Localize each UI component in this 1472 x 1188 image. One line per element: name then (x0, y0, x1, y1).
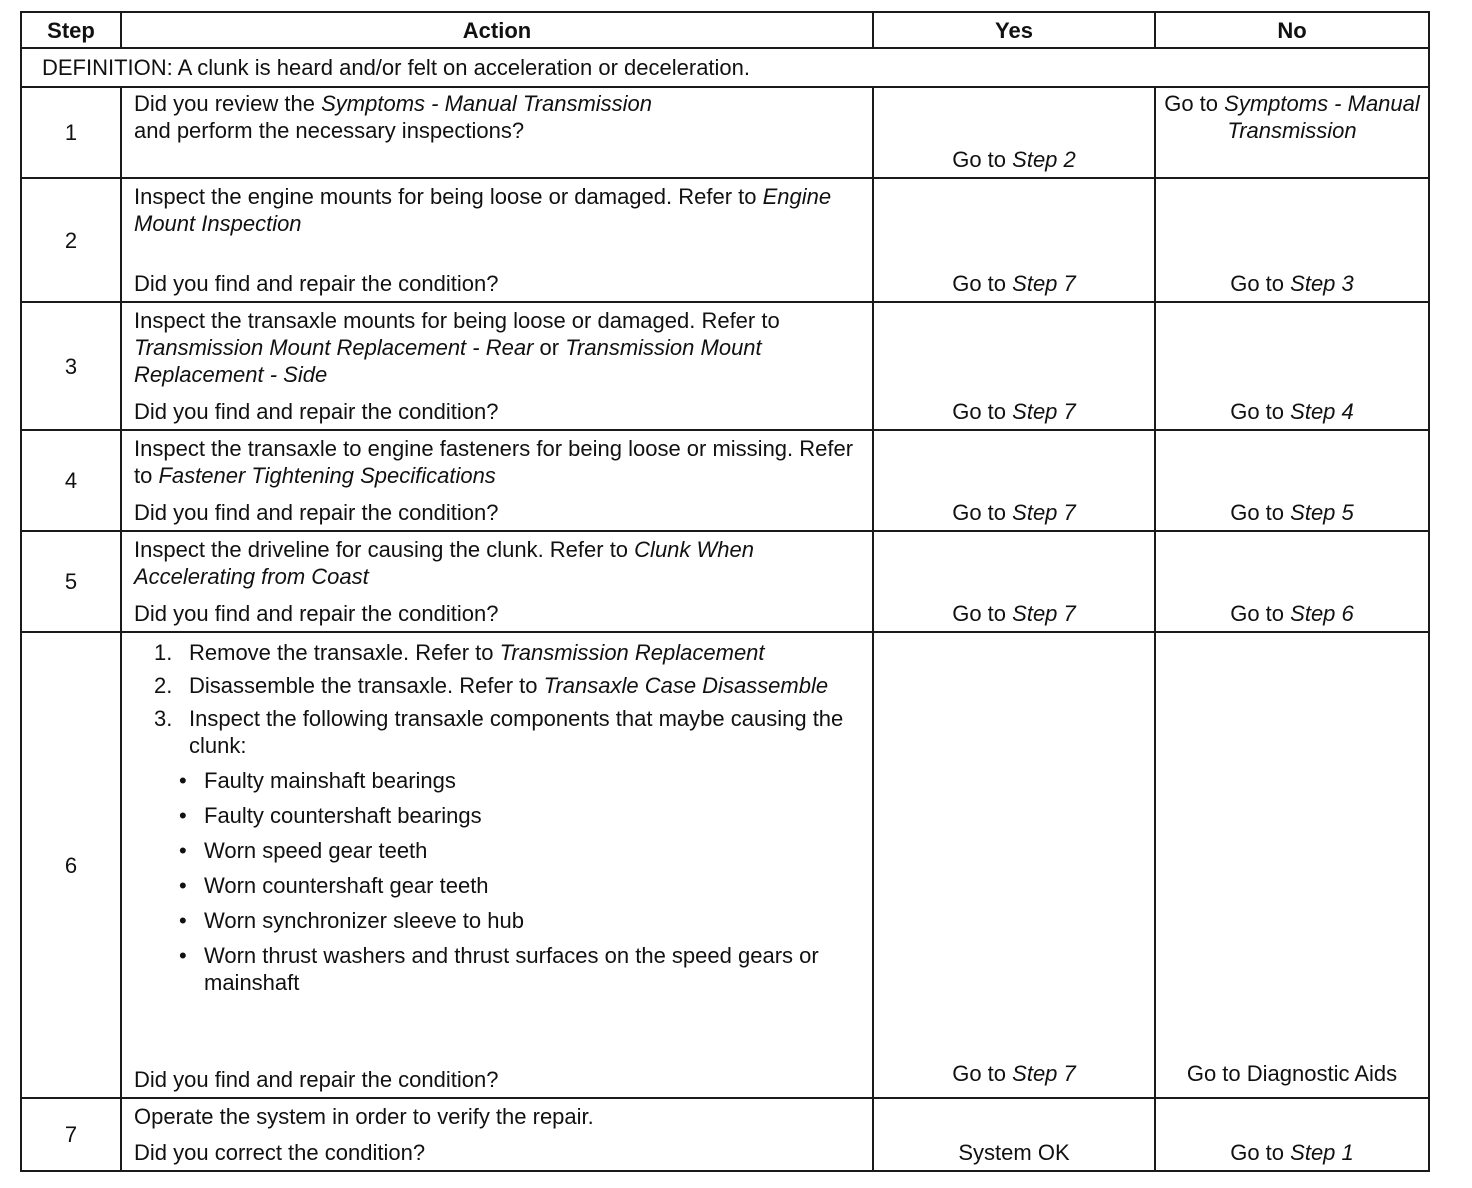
table-row (21, 87, 1429, 178)
bullet-icon: • (179, 943, 187, 968)
diagnostic-table (20, 11, 1430, 1172)
table-row (21, 178, 1429, 302)
mount-side-link[interactable]: Transmission Mount Replacement - Side (134, 335, 762, 387)
substep-item (134, 705, 860, 996)
yes-cell (873, 430, 1155, 531)
mount-rear-link[interactable]: Transmission Mount Replacement - Rear (134, 335, 534, 360)
definition-text: DEFINITION: A clunk is heard and/or felt on acceleration or deceleration. (21, 48, 1429, 87)
yes-prefix: Go to (952, 399, 1007, 424)
yes-cell (873, 178, 1155, 302)
action-text: Inspect the transaxle to engine fasteners for being loose or missing. Refer to (134, 436, 854, 488)
clunk-link[interactable]: Clunk When Accelerating from Coast (134, 537, 755, 589)
yes-step-link[interactable]: Step 2 (1012, 147, 1076, 172)
yes-step-link[interactable]: Step 7 (1012, 399, 1076, 424)
no-cell (1155, 430, 1429, 531)
header-step: Step (21, 12, 121, 48)
action-cell (121, 632, 873, 1098)
table-row (21, 531, 1429, 632)
no-step-link[interactable]: Step 6 (1290, 601, 1354, 626)
action-cell (121, 430, 873, 531)
table-row (21, 1098, 1429, 1171)
system-ok-text: System OK (958, 1140, 1070, 1165)
no-prefix: Go to (1230, 271, 1285, 296)
transaxle-case-link[interactable]: Transaxle Case Disassemble (543, 673, 829, 698)
substep-item (134, 639, 860, 666)
list-item (169, 942, 860, 996)
question-text: Did you correct the condition? (134, 1140, 426, 1165)
question-text: Did you find and repair the condition? (134, 601, 499, 626)
step-number: 2 (21, 178, 121, 302)
no-step-link[interactable]: Step 5 (1290, 500, 1354, 525)
yes-step-link[interactable]: Step 7 (1012, 1061, 1076, 1086)
header-yes: Yes (873, 12, 1155, 48)
yes-prefix: Go to (952, 271, 1007, 296)
yes-cell (873, 632, 1155, 1098)
bullet-text: Faulty countershaft bearings (204, 803, 482, 828)
yes-cell (873, 87, 1155, 178)
yes-step-link[interactable]: Step 7 (1012, 601, 1076, 626)
no-cell (1155, 178, 1429, 302)
yes-prefix: Go to (952, 1061, 1007, 1086)
yes-step-link[interactable]: Step 7 (1012, 271, 1076, 296)
no-cell (1155, 632, 1429, 1098)
yes-prefix: Go to (952, 601, 1007, 626)
question-text: Did you find and repair the condition? (134, 271, 499, 296)
no-step-link[interactable]: Step 1 (1290, 1140, 1354, 1165)
yes-cell (873, 1098, 1155, 1171)
action-text: Did you review the (134, 91, 315, 116)
step-number: 4 (21, 430, 121, 531)
bullet-text: Worn countershaft gear teeth (204, 873, 489, 898)
component-list (169, 767, 860, 996)
no-step-link[interactable]: Step 4 (1290, 399, 1354, 424)
diagnostic-aids-link[interactable]: Go to Diagnostic Aids (1186, 1061, 1398, 1086)
yes-step-link[interactable]: Step 7 (1012, 500, 1076, 525)
step-number: 3 (21, 302, 121, 430)
substep-list (134, 639, 860, 996)
bullet-text: Worn synchronizer sleeve to hub (204, 908, 524, 933)
header-action: Action (121, 12, 873, 48)
step-number: 1 (21, 87, 121, 178)
bullet-icon: • (179, 908, 187, 933)
no-cell (1155, 87, 1429, 178)
substep-item (134, 672, 860, 699)
yes-prefix: Go to (952, 500, 1007, 525)
bullet-icon: • (179, 873, 187, 898)
action-cell (121, 87, 873, 178)
action-text: Operate the system in order to verify the repair. (134, 1104, 594, 1129)
list-item (169, 802, 860, 829)
question-text: Did you find and repair the condition? (134, 1067, 499, 1092)
transmission-replacement-link[interactable]: Transmission Replacement (499, 640, 765, 665)
symptoms-link[interactable]: Symptoms - Manual Transmission (321, 91, 653, 116)
substep-text: Remove the transaxle. Refer to (189, 640, 494, 665)
header-no: No (1155, 12, 1429, 48)
substep-number: 2. (154, 673, 173, 698)
table-row (21, 430, 1429, 531)
action-cell (121, 531, 873, 632)
list-item (169, 837, 860, 864)
bullet-text: Worn speed gear teeth (204, 838, 428, 863)
action-cell (121, 178, 873, 302)
bullet-icon: • (179, 803, 187, 828)
substep-number: 3. (154, 706, 173, 731)
no-cell (1155, 531, 1429, 632)
action-cell (121, 1098, 873, 1171)
substep-number: 1. (154, 640, 173, 665)
engine-mount-inspection-link[interactable]: Engine Mount Inspection (134, 184, 832, 236)
list-item (169, 872, 860, 899)
action-text: Inspect the engine mounts for being loose or damaged. Refer to (134, 184, 757, 209)
no-prefix: Go to (1230, 500, 1285, 525)
action-cell (121, 302, 873, 430)
list-item (169, 767, 860, 794)
bullet-icon: • (179, 838, 187, 863)
step-number: 5 (21, 531, 121, 632)
action-text: Inspect the driveline for causing the clunk. Refer to (134, 537, 629, 562)
header-row (21, 12, 1429, 48)
table-row (21, 302, 1429, 430)
no-symptoms-link[interactable]: Symptoms - Manual Transmission (1224, 91, 1420, 143)
fastener-spec-link[interactable]: Fastener Tightening Specifications (158, 463, 496, 488)
or-text: or (539, 335, 560, 360)
no-prefix: Go to (1230, 399, 1285, 424)
substep-text: Disassemble the transaxle. Refer to (189, 673, 538, 698)
table-row (21, 632, 1429, 1098)
no-cell (1155, 1098, 1429, 1171)
yes-cell (873, 531, 1155, 632)
no-step-link[interactable]: Step 3 (1290, 271, 1354, 296)
no-prefix: Go to (1230, 1140, 1285, 1165)
definition-row (21, 48, 1429, 87)
yes-cell (873, 302, 1155, 430)
no-prefix: Go to (1164, 91, 1219, 116)
no-prefix: Go to (1230, 601, 1285, 626)
action-text: Inspect the transaxle mounts for being loose or damaged. Refer to (134, 308, 780, 333)
bullet-text: Faulty mainshaft bearings (204, 768, 456, 793)
question-text: Did you find and repair the condition? (134, 500, 499, 525)
list-item (169, 907, 860, 934)
bullet-icon: • (179, 768, 187, 793)
step-number: 7 (21, 1098, 121, 1171)
step-number: 6 (21, 632, 121, 1098)
yes-prefix: Go to (952, 147, 1007, 172)
substep-text: Inspect the following transaxle components that maybe causing the clunk: (189, 706, 844, 758)
question-text: Did you find and repair the condition? (134, 399, 499, 424)
action-text: and perform the necessary inspections? (134, 118, 525, 143)
no-cell (1155, 302, 1429, 430)
bullet-text: Worn thrust washers and thrust surfaces on the speed gears or mainshaft (204, 943, 819, 995)
